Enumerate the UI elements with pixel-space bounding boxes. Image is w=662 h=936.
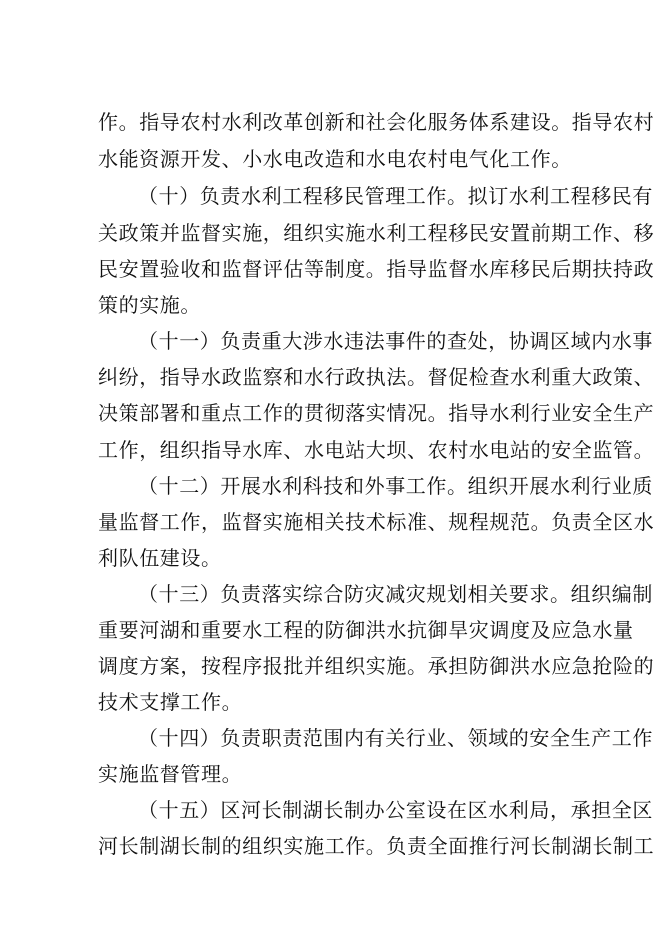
text-line: 决策部署和重点工作的贯彻落实情况。指导水利行业安全生产	[98, 401, 655, 425]
paragraph-15-start: （十五）区河长制湖长制办公室设在区水利局，承担全区	[138, 798, 653, 822]
paragraph-12-start: （十二）开展水利科技和外事工作。组织开展水利行业质	[138, 474, 653, 498]
text-line: 技术支撑工作。	[98, 690, 243, 714]
paragraph-11-start: （十一）负责重大涉水违法事件的查处，协调区域内水事	[138, 329, 653, 353]
paragraph-13-start: （十三）负责落实综合防灾减灾规划相关要求。组织编制	[138, 582, 653, 606]
text-line: 民安置验收和监督评估等制度。指导监督水库移民后期扶持政	[98, 257, 655, 281]
text-line: 重要河湖和重要水工程的防御洪水抗御旱灾调度及应急水量	[98, 618, 634, 642]
text-line: 河长制湖长制的组织实施工作。负责全面推行河长制湖长制工	[98, 834, 655, 858]
text-line: 纠纷，指导水政监察和水行政执法。督促检查水利重大政策、	[98, 365, 655, 389]
text-line: 调度方案，按程序报批并组织实施。承担防御洪水应急抢险的	[98, 654, 655, 678]
text-line: 策的实施。	[98, 293, 201, 317]
text-line: 作。指导农村水利改革创新和社会化服务体系建设。指导农村	[98, 110, 655, 134]
paragraph-10-start: （十）负责水利工程移民管理工作。拟订水利工程移民有	[138, 184, 653, 208]
paragraph-14-start: （十四）负责职责范围内有关行业、领域的安全生产工作	[138, 726, 653, 750]
text-line: 利队伍建设。	[98, 546, 222, 570]
text-line: 关政策并监督实施，组织实施水利工程移民安置前期工作、移	[98, 221, 655, 245]
text-line: 量监督工作，监督实施相关技术标准、规程规范。负责全区水	[98, 510, 655, 534]
text-line: 水能资源开发、小水电改造和水电农村电气化工作。	[98, 147, 572, 171]
text-line: 实施监督管理。	[98, 762, 243, 786]
text-line: 工作，组织指导水库、水电站大坝、农村水电站的安全监管。	[98, 438, 655, 462]
